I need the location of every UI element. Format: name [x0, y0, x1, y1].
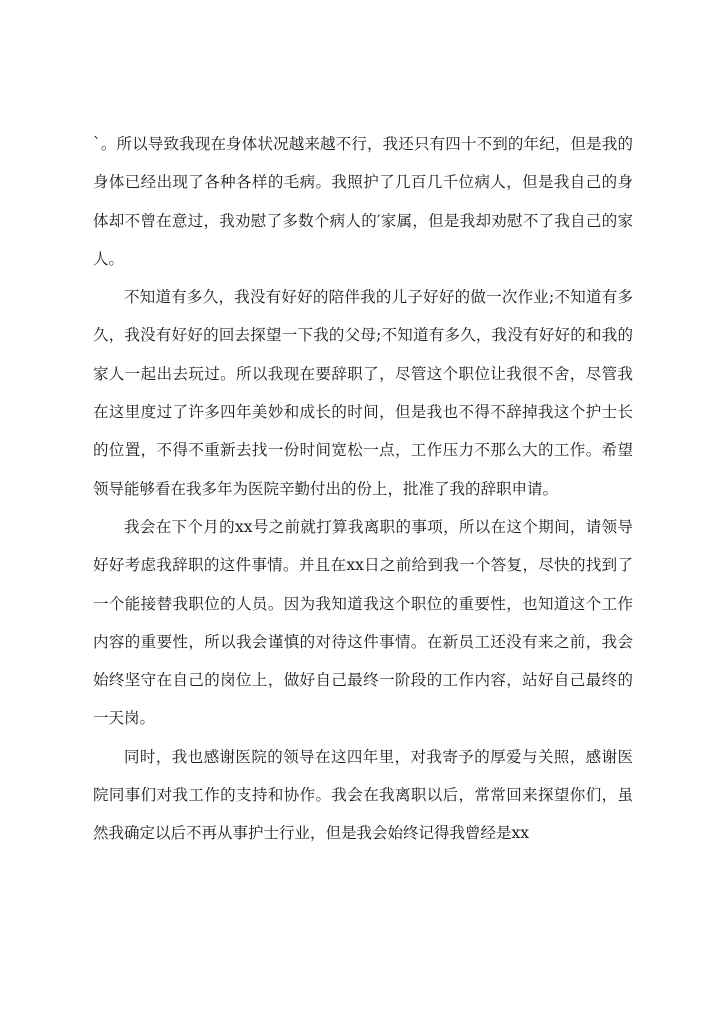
paragraph-4: 同时，我也感谢医院的领导在这四年里，对我寄予的厚爱与关照，感谢医院同事们对我工作的支持和协作。我会在我离职以后，常常回来探望你们，虽然我确定以后不再从事护士行业，但是我会始终记得我曾经是xx [93, 747, 633, 843]
document-body [93, 125, 633, 853]
paragraph-1: `。所以导致我现在身体状况越来越不行，我还只有四十不到的年纪，但是我的身体已经出现了各种各样的毛病。我照护了几百几千位病人，但是我自己的身体却不曾在意过，我劝慰了多数个病人的′家属，但是我却劝慰不了我自己的家人。 [93, 135, 633, 268]
paragraph-3: 我会在下个月的xx号之前就打算我离职的事项，所以在这个期间，请领导好好考虑我辞职的这件事情。并且在xx日之前给到我一个答复，尽快的找到了一个能接替我职位的人员。因为我知道我这个职位的重要性，也知道这个工作内容的重要性，所以我会谨慎的对待这件事情。在新员工还没有来之前，我会始终坚守在自己的岗位上，做好自己最终一阶段的工作内容，站好自己最终的一天岗。 [93, 517, 633, 728]
paragraph-2: 不知道有多久，我没有好好的陪伴我的儿子好好的做一次作业;不知道有多久，我没有好好的回去探望一下我的父母;不知道有多久，我没有好好的和我的家人一起出去玩过。所以我现在要辞职了，尽管这个职位让我很不舍，尽管我在这里度过了许多四年美妙和成长的时间，但是我也不得不辞掉我这个护士长的位置，不得不重新去找一份时间宽松一点，工作压力不那么大的工作。希望领导能够看在我多年为医院辛勤付出的份上，批准了我的辞职申请。 [93, 288, 633, 498]
